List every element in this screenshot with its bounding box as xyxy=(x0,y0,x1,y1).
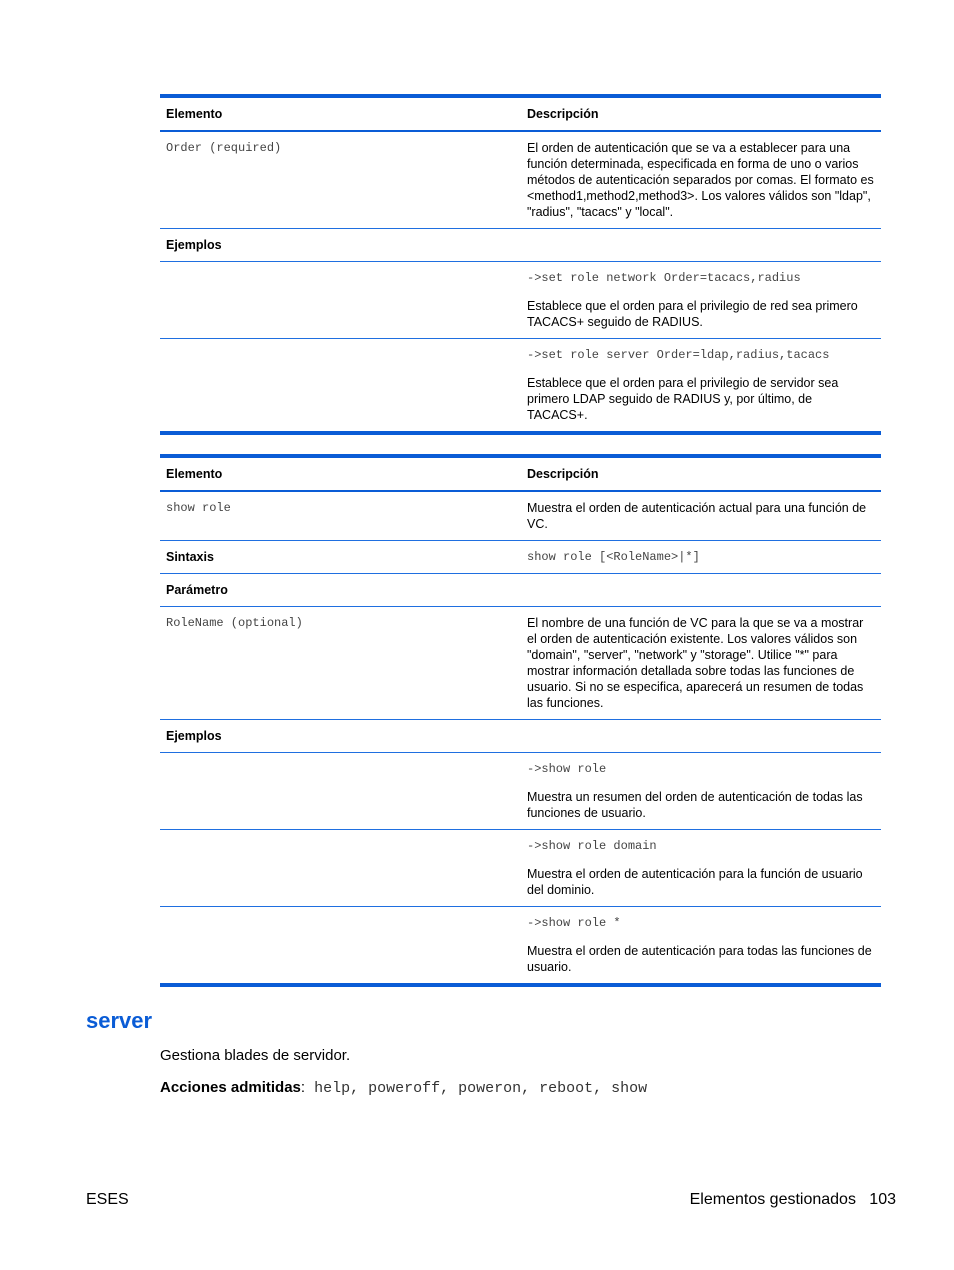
examples-row xyxy=(160,720,881,753)
parameter-label: Parámetro xyxy=(166,583,228,597)
table-order xyxy=(160,94,881,435)
example-desc: Muestra el orden de autenticación para la función de usuario del dominio. xyxy=(527,867,863,897)
examples-label: Ejemplos xyxy=(166,729,222,743)
table-row xyxy=(160,492,881,541)
table-row xyxy=(160,132,881,229)
footer-section-name: Elementos gestionados xyxy=(689,1191,856,1208)
actions-label: Acciones admitidas xyxy=(160,1079,301,1096)
table-header-row xyxy=(160,458,881,492)
example-command: ->show role * xyxy=(527,916,621,930)
syntax-value: show role [<RoleName>|*] xyxy=(527,550,700,564)
example-desc: Establece que el orden para el privilegio de red sea primero TACACS+ seguido de RADIUS. xyxy=(527,299,858,329)
header-element: Elemento xyxy=(166,467,223,481)
header-description: Descripción xyxy=(527,107,599,121)
example-command: ->show role xyxy=(527,762,607,776)
footer-right xyxy=(690,1191,896,1209)
actions-colon: : xyxy=(300,1079,306,1096)
header-description: Descripción xyxy=(527,467,599,481)
example-row xyxy=(160,830,881,907)
example-row xyxy=(160,907,881,983)
example-desc: Muestra un resumen del orden de autenticación de todas las funciones de usuario. xyxy=(527,790,863,820)
row-desc: El nombre de una función de VC para la que se va a mostrar el orden de autenticación existente. Los valores válidos son "domain", "server", "network" y "storage". Utilice "*" para mostrar información detallada sobre todas las funciones de usuario. Si no se especifica, aparecerá un resumen de todas las funciones. xyxy=(527,616,864,710)
example-row xyxy=(160,339,881,431)
header-element: Elemento xyxy=(166,107,223,121)
example-command: ->show role domain xyxy=(527,839,657,853)
actions-value: help, poweroff, poweron, reboot, show xyxy=(305,1080,648,1097)
supported-actions xyxy=(160,1079,647,1097)
syntax-label: Sintaxis xyxy=(166,550,214,564)
row-item: RoleName (optional) xyxy=(166,616,303,630)
examples-label: Ejemplos xyxy=(166,238,222,252)
row-item: show role xyxy=(166,501,231,515)
row-item: Order (required) xyxy=(166,141,282,155)
example-desc: Muestra el orden de autenticación para todas las funciones de usuario. xyxy=(527,944,872,974)
table-show-role xyxy=(160,454,881,987)
table-row xyxy=(160,607,881,720)
examples-row xyxy=(160,229,881,262)
parameter-label-row xyxy=(160,574,881,607)
row-desc: Muestra el orden de autenticación actual para una función de VC. xyxy=(527,501,867,531)
example-desc: Establece que el orden para el privilegio de servidor sea primero LDAP seguido de RADIUS y, por último, de TACACS+. xyxy=(527,376,839,422)
section-title: server xyxy=(86,1008,153,1033)
example-command: ->set role network Order=tacacs,radius xyxy=(527,271,801,285)
syntax-row xyxy=(160,541,881,574)
example-row xyxy=(160,753,881,830)
example-command: ->set role server Order=ldap,radius,tacacs xyxy=(527,348,830,362)
table-header-row xyxy=(160,98,881,132)
section-intro: Gestiona blades de servidor. xyxy=(160,1047,351,1064)
page-number: 103 xyxy=(869,1191,896,1208)
example-row xyxy=(160,262,881,339)
row-desc: El orden de autenticación que se va a establecer para una función determinada, especificada en forma de uno o varios métodos de autenticación separados por comas. El formato es <method1,method2,method3>. Los valores válidos son "ldap", "radius", "tacacs" y "local". xyxy=(527,141,874,219)
footer-left: ESES xyxy=(86,1191,129,1208)
